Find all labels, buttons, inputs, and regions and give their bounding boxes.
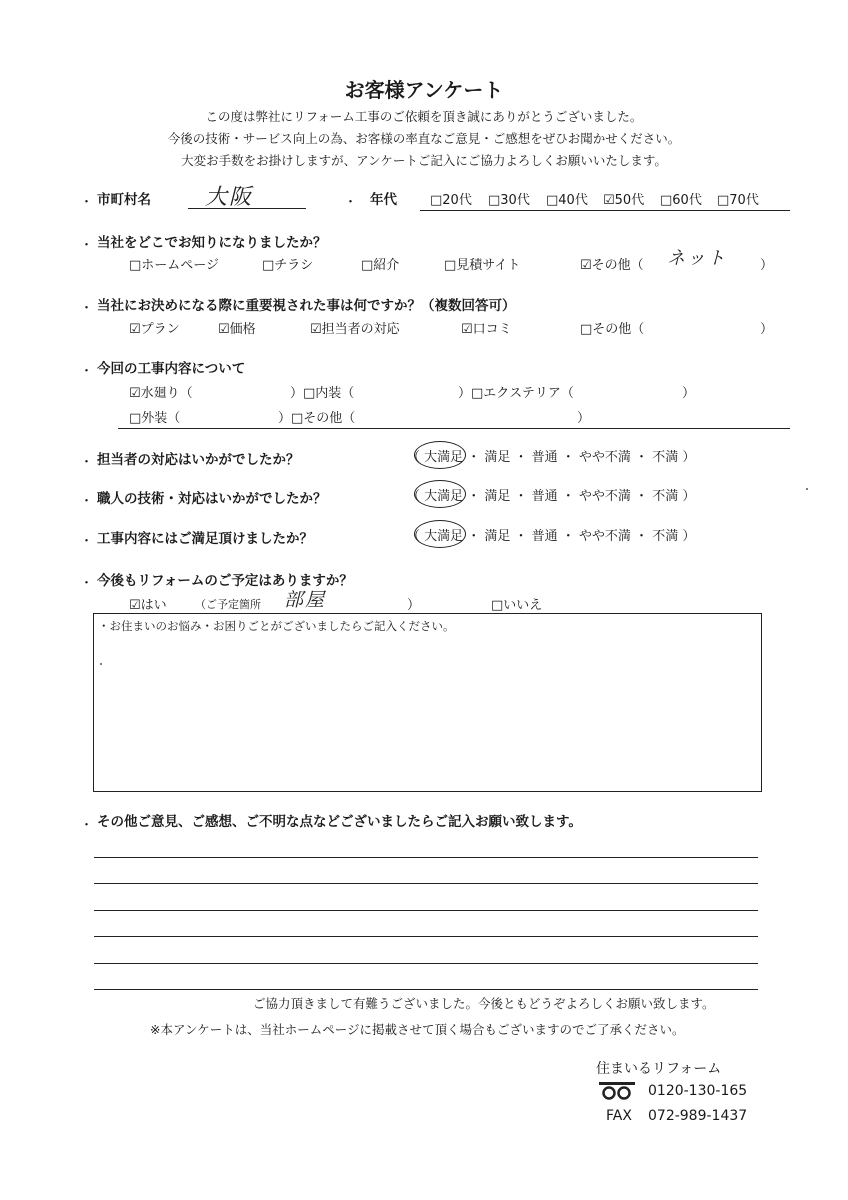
age-option-20[interactable]: □20代 — [430, 193, 472, 208]
notice-text: ※本アンケートは、当社ホームページに掲載させて頂く場合もございますのでご了承ください。 — [150, 1022, 685, 1037]
q1-option-referral[interactable]: □紹介 — [361, 258, 400, 273]
city-label: 市町村名 — [97, 192, 151, 208]
rating-1-scale[interactable]: （ 大満足 ・ 満足 ・ 普通 ・ やや不満 ・ 不満 ） — [407, 450, 696, 465]
q7-place-label: （ご予定箇所 — [195, 598, 261, 611]
scan-speck — [806, 488, 808, 490]
q1-option-flyer[interactable]: □チラシ — [262, 258, 314, 273]
bullet: ・ — [80, 364, 94, 379]
bullet: ・ — [80, 818, 94, 833]
rating-1-question: 担当者の対応はいかがでしたか？ — [97, 452, 300, 468]
comment-line-2[interactable] — [94, 883, 758, 884]
q3-underline — [118, 428, 790, 429]
q2-option-staff[interactable]: ☑担当者の対応 — [310, 322, 400, 337]
intro-line-2: 今後の技術・サービス向上の為、お客様の率直なご意見・ご感想をぜひお聞かせください。 — [167, 131, 681, 146]
q2-option-plan[interactable]: ☑プラン — [129, 322, 180, 337]
q7-option-no[interactable]: □いいえ — [491, 598, 543, 613]
q7-question: 今後もリフォームのご予定はありますか？ — [97, 573, 353, 589]
comment-line-4[interactable] — [94, 936, 758, 937]
scan-speck — [100, 663, 102, 665]
q3-question: 今回の工事内容について — [97, 361, 246, 377]
age-underline — [420, 210, 790, 211]
q7-option-yes[interactable]: ☑はい — [129, 598, 167, 613]
q3-option-other[interactable]: ）□その他（ — [278, 411, 356, 426]
bullet: ・ — [80, 455, 94, 470]
rating-1-selected-circle — [414, 441, 466, 469]
q1-option-homepage[interactable]: □ホームページ — [129, 258, 220, 273]
rating-3-question: 工事内容にはご満足頂けましたか？ — [97, 531, 313, 547]
rating-2-selected-circle — [414, 480, 466, 508]
q1-other-close: ） — [760, 258, 774, 273]
rating-3-selected-circle — [414, 520, 466, 548]
intro-line-1: この度は弊社にリフォーム工事のご依頼を頂き誠にありがとうございました。 — [205, 109, 643, 124]
q2-other-close: ） — [760, 322, 774, 337]
phone-number[interactable]: 0120-130-165 — [648, 1083, 748, 1099]
comment-line-3[interactable] — [94, 910, 758, 911]
city-underline — [188, 208, 306, 209]
q1-option-estimate-site[interactable]: □見積サイト — [444, 258, 521, 273]
q2-option-price[interactable]: ☑価格 — [218, 322, 256, 337]
q3-row1-close: ） — [682, 386, 696, 401]
age-option-40[interactable]: □40代 — [546, 193, 588, 208]
intro-line-3: 大変お手数をお掛けしますが、アンケートご記入にご協力よろしくお願いいたします。 — [181, 153, 667, 168]
comment-line-1[interactable] — [94, 857, 758, 858]
freedial-icon — [599, 1082, 635, 1100]
rating-2-scale[interactable]: （ 大満足 ・ 満足 ・ 普通 ・ やや不満 ・ 不満 ） — [407, 489, 696, 504]
city-answer[interactable]: 大阪 — [205, 185, 254, 210]
fax-label: FAX — [606, 1108, 632, 1124]
bullet: ・ — [80, 238, 94, 253]
bullet: ・ — [80, 576, 94, 591]
thanks-text: ご協力頂きまして有難うございました。今後ともどうぞよろしくお願い致します。 — [253, 996, 715, 1011]
comment-line-5[interactable] — [94, 963, 758, 964]
bullet: ・ — [80, 534, 94, 549]
rating-2-question: 職人の技術・対応はいかがでしたか？ — [97, 491, 327, 507]
q3-row2-close: ） — [577, 411, 591, 426]
q3-option-water[interactable]: ☑水廻り（ — [129, 386, 193, 401]
q3-option-outer-wall[interactable]: □外装（ — [129, 411, 181, 426]
bullet: ・ — [80, 494, 94, 509]
q3-option-interior[interactable]: ）□内装（ — [290, 386, 355, 401]
q2-option-reviews[interactable]: ☑口コミ — [461, 322, 512, 337]
q2-option-other[interactable]: □その他（ — [580, 322, 645, 337]
concern-box-label: ・お住まいのお悩み・お困りごとがございましたらご記入ください。 — [98, 619, 455, 633]
age-option-60[interactable]: □60代 — [660, 193, 702, 208]
age-option-70[interactable]: □70代 — [717, 193, 759, 208]
rating-3-scale[interactable]: （ 大満足 ・ 満足 ・ 普通 ・ やや不満 ・ 不満 ） — [407, 529, 696, 544]
q1-option-other[interactable]: ☑その他（ — [580, 258, 644, 273]
q2-question: 当社にお決めになる際に重要視された事は何ですか？（複数回答可） — [97, 298, 516, 314]
bullet: ・ — [344, 195, 358, 210]
bullet: ・ — [80, 301, 94, 316]
q7-place-answer[interactable]: 部屋 — [284, 589, 327, 611]
comments-label: その他ご意見、ご感想、ご不明な点などございましたらご記入お願い致します。 — [97, 814, 582, 830]
age-label: 年代 — [370, 192, 397, 208]
q1-other-answer[interactable]: ネット — [667, 248, 727, 269]
page-title: お客様アンケート — [344, 78, 504, 102]
bullet: ・ — [80, 195, 94, 210]
company-name: 住まいるリフォーム — [596, 1061, 722, 1077]
age-option-50[interactable]: ☑50代 — [603, 193, 645, 208]
q1-question: 当社をどこでお知りになりましたか？ — [97, 235, 327, 251]
comment-line-6[interactable] — [94, 989, 758, 990]
concern-textbox[interactable] — [93, 613, 762, 792]
q3-option-exterior[interactable]: ）□エクステリア（ — [458, 386, 574, 401]
q7-place-close: ） — [407, 598, 421, 613]
fax-number: 072-989-1437 — [648, 1108, 748, 1124]
age-option-30[interactable]: □30代 — [488, 193, 530, 208]
